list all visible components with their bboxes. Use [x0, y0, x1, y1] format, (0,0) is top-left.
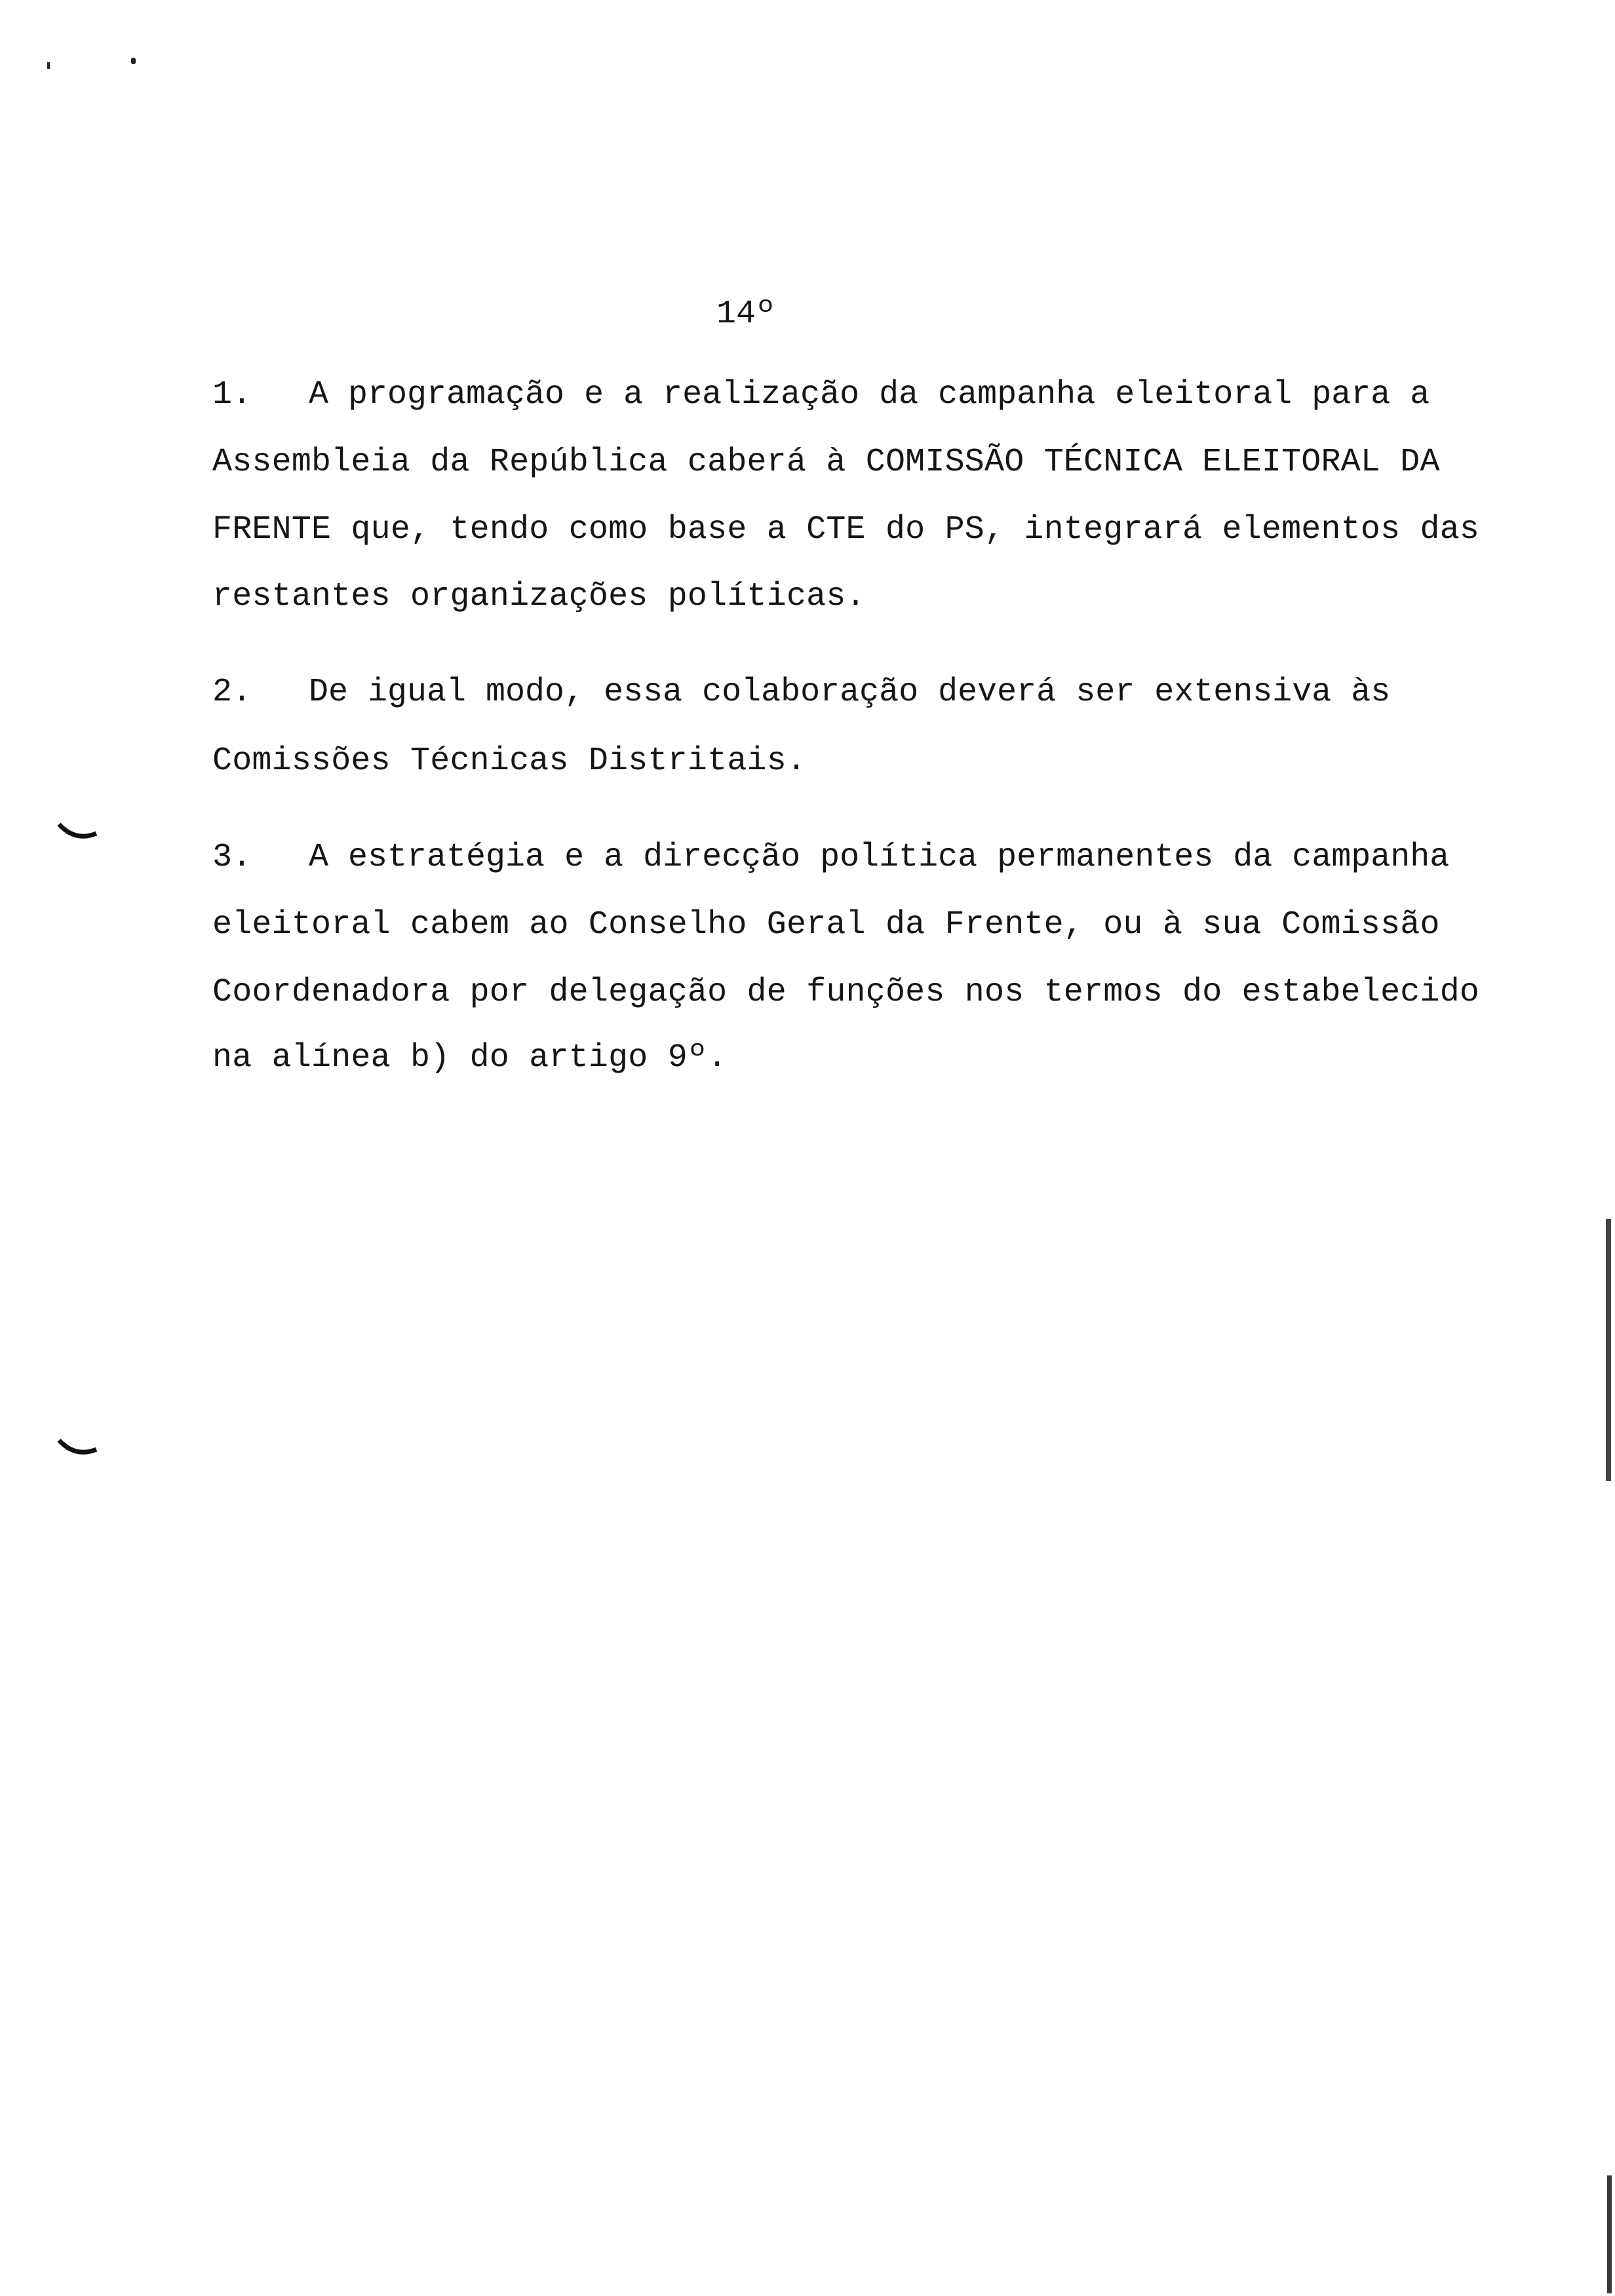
- paragraph-line: eleitoral cabem ao Conselho Geral da Frente, ou à sua Comissão: [212, 906, 1440, 944]
- paragraph-line: restantes organizações políticas.: [212, 578, 866, 615]
- paragraph-number: 1.: [212, 376, 252, 413]
- paragraph-line: De igual modo, essa colaboração deverá ser extensiva às: [309, 674, 1391, 711]
- paragraph-line: Comissões Técnicas Distritais.: [212, 742, 807, 780]
- paragraph-number: 3.: [212, 839, 252, 876]
- paragraph-line: na alínea b) do artigo 9º.: [212, 1039, 728, 1077]
- paragraph-line: A programação e a realização da campanha eleitoral para a: [309, 376, 1430, 413]
- binding-mark-icon: [56, 1435, 102, 1461]
- paragraph-line: FRENTE que, tendo como base a CTE do PS, integrará elementos das: [212, 511, 1480, 548]
- paragraph-line: Assembleia da República caberá à COMISSÃO TÉCNICA ELEITORAL DA: [212, 444, 1440, 481]
- scan-edge-shadow: [1607, 2175, 1612, 2293]
- page-number: 14º: [716, 296, 776, 333]
- binding-mark-icon: [56, 819, 102, 845]
- paragraph-number: 2.: [212, 674, 252, 711]
- paragraph-line: A estratégia e a direcção política permanentes da campanha: [309, 839, 1450, 876]
- scan-dot: [47, 62, 50, 69]
- paragraph-line: Coordenadora por delegação de funções nos termos do estabelecido: [212, 974, 1480, 1011]
- scan-edge-shadow: [1606, 1219, 1611, 1481]
- scan-dot: [131, 58, 136, 64]
